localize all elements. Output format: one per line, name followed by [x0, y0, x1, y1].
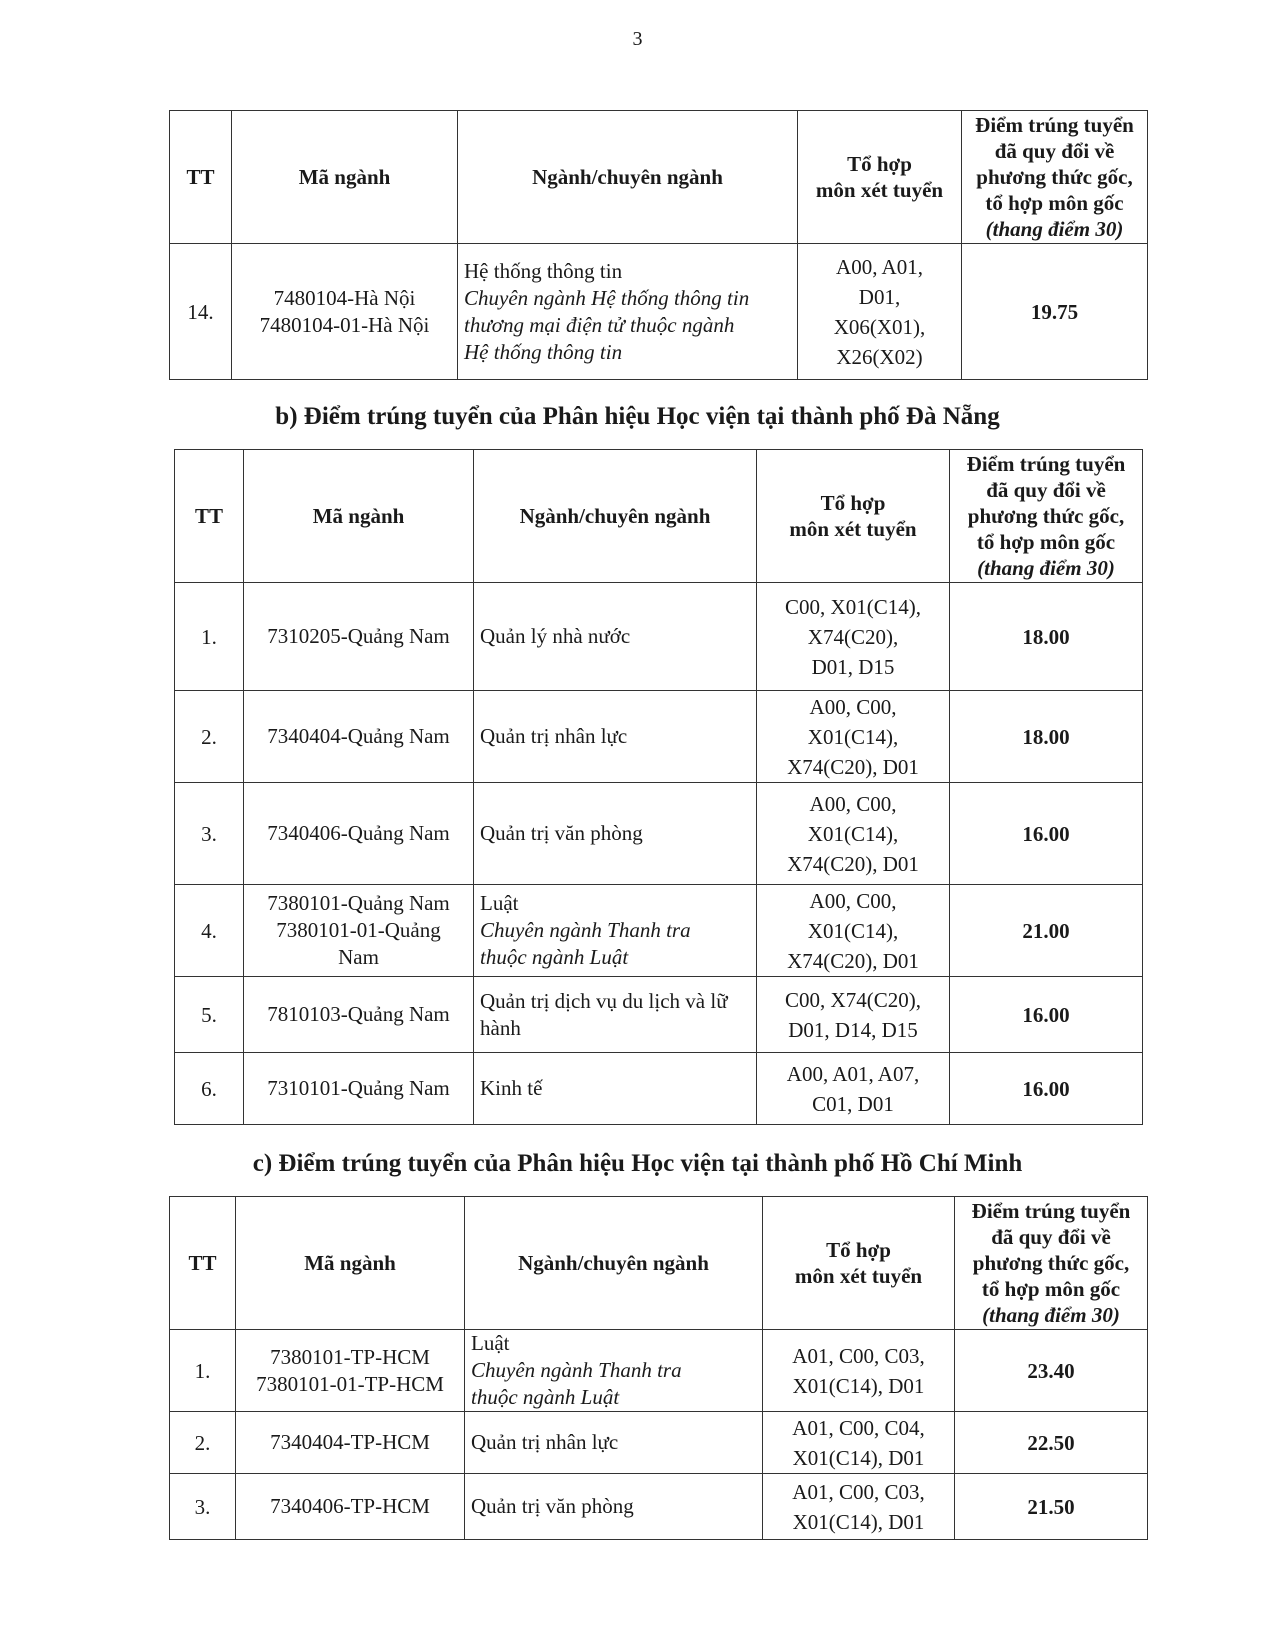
header-major: Ngành/chuyên ngành [458, 111, 798, 244]
header-combo-line1: Tổ hợp [820, 491, 886, 515]
header-score-line: phương thức gốc, [976, 165, 1133, 189]
row-major-line: Hệ thống thông tin [464, 258, 623, 283]
header-combo-line1: Tổ hợp [826, 1238, 891, 1262]
row-combo-line: A00, A01, A07, [786, 1061, 920, 1086]
row-combo-line: D01, D15 [811, 654, 895, 679]
row-combo-line: A01, C00, C03, [792, 1479, 925, 1504]
row-major [474, 691, 757, 783]
table-header-row [175, 450, 1143, 583]
row-code [244, 583, 474, 691]
row-code-line: 7380101-01-Quảng [276, 918, 441, 942]
row-specialization-line: Chuyên ngành Thanh tra [471, 1358, 682, 1382]
row-combo-line: X01(C14), D01 [792, 1373, 925, 1398]
row-tt: 3. [175, 783, 244, 885]
row-score: 23.40 [955, 1330, 1148, 1412]
row-combo [798, 244, 962, 380]
header-score-line: tổ hợp môn gốc [985, 191, 1124, 215]
header-code: Mã ngành [244, 450, 474, 583]
row-major-line: hành [480, 1015, 521, 1040]
row-combo-line: X01(C14), [807, 724, 899, 749]
header-score [962, 111, 1148, 244]
row-combo-line: X74(C20), D01 [787, 754, 919, 779]
row-specialization-line: Chuyên ngành Hệ thống thông tin [464, 285, 750, 310]
row-major [474, 885, 757, 977]
header-score [955, 1197, 1148, 1330]
row-major [465, 1412, 763, 1474]
row-major [474, 583, 757, 691]
header-score-line: tổ hợp môn gốc [976, 530, 1116, 554]
row-specialization-line: thương mại điện tử thuộc ngành [464, 312, 735, 337]
row-major-line: Quản trị dịch vụ du lịch và lữ [480, 988, 728, 1013]
table-row [175, 691, 1143, 783]
header-score-scale: (thang điểm 30) [985, 217, 1124, 241]
row-specialization-line: thuộc ngành Luật [471, 1385, 620, 1409]
row-code [244, 1053, 474, 1125]
header-combo-line2: môn xét tuyển [794, 1264, 923, 1288]
row-major-line: Quản trị nhân lực [471, 1430, 619, 1454]
row-specialization-line: Hệ thống thông tin [464, 339, 623, 364]
row-combo-line: A01, C00, C03, [792, 1343, 925, 1368]
row-code [232, 244, 458, 380]
row-combo [757, 783, 950, 885]
row-tt: 3. [170, 1474, 236, 1540]
table-row [170, 1474, 1148, 1540]
header-score-line: Điểm trúng tuyển [966, 452, 1126, 476]
row-combo [757, 583, 950, 691]
header-score-scale: (thang điểm 30) [982, 1303, 1120, 1327]
row-code-line: 7380101-Quảng Nam [267, 891, 450, 915]
row-major [474, 977, 757, 1053]
row-combo [757, 691, 950, 783]
header-score-scale: (thang điểm 30) [977, 556, 1115, 580]
row-combo-line: A00, C00, [809, 791, 897, 816]
table-row [175, 1053, 1143, 1125]
row-combo-line: D01, D14, D15 [788, 1017, 918, 1042]
row-major [474, 1053, 757, 1125]
row-tt: 1. [170, 1330, 236, 1412]
header-combo-line2: môn xét tuyển [815, 178, 944, 202]
row-code-line: 7310205-Quảng Nam [267, 624, 450, 648]
header-combo [798, 111, 962, 244]
header-combo [757, 450, 950, 583]
table-row [170, 244, 1148, 380]
row-major-line: Quản trị nhân lực [480, 724, 628, 748]
row-specialization-line: Chuyên ngành Thanh tra [480, 918, 691, 942]
header-tt: TT [175, 450, 244, 583]
row-code [244, 691, 474, 783]
row-combo [763, 1474, 955, 1540]
row-code-line: 7480104-Hà Nội [273, 285, 416, 310]
header-score-line: đã quy đổi về [991, 1225, 1111, 1249]
row-major [465, 1474, 763, 1540]
row-tt: 6. [175, 1053, 244, 1125]
row-combo-line: C01, D01 [812, 1091, 894, 1116]
row-major-line: Quản lý nhà nước [480, 624, 631, 648]
header-score-line: phương thức gốc, [967, 504, 1125, 528]
row-combo-line: A00, A01, [836, 254, 923, 279]
row-score: 21.00 [950, 885, 1143, 977]
row-code [236, 1412, 465, 1474]
table-row [170, 1330, 1148, 1412]
row-code-line: 7310101-Quảng Nam [267, 1076, 450, 1100]
row-tt: 1. [175, 583, 244, 691]
row-combo [757, 885, 950, 977]
header-score-line: tổ hợp môn gốc [981, 1277, 1121, 1301]
row-code [244, 783, 474, 885]
row-major [474, 783, 757, 885]
row-combo-line: C00, X74(C20), [785, 987, 921, 1012]
row-combo-line: C00, X01(C14), [785, 594, 921, 619]
section-c-title: c) Điểm trúng tuyển của Phân hiệu Học viện tại thành phố Hồ Chí Minh [252, 1150, 1023, 1177]
header-score-line: đã quy đổi về [986, 478, 1106, 502]
admission-table-hanoi [169, 110, 1148, 380]
table-row [175, 583, 1143, 691]
row-combo-line: X06(X01), [833, 314, 926, 339]
row-combo-line: D01, [858, 284, 901, 309]
row-major-line: Luật [480, 891, 519, 915]
header-combo-line2: môn xét tuyển [789, 517, 917, 541]
header-combo [763, 1197, 955, 1330]
admission-table-ho-chi-minh [169, 1196, 1148, 1540]
row-code [236, 1330, 465, 1412]
header-tt: TT [170, 1197, 236, 1330]
header-score-line: phương thức gốc, [972, 1251, 1130, 1275]
row-tt: 14. [170, 244, 232, 380]
header-major: Ngành/chuyên ngành [465, 1197, 763, 1330]
header-score [950, 450, 1143, 583]
row-score: 22.50 [955, 1412, 1148, 1474]
row-score: 18.00 [950, 583, 1143, 691]
row-combo [763, 1330, 955, 1412]
row-major [458, 244, 798, 380]
header-combo-line1: Tổ hợp [847, 152, 912, 176]
row-code [236, 1474, 465, 1540]
header-major: Ngành/chuyên ngành [474, 450, 757, 583]
table-header-row [170, 111, 1148, 244]
row-score: 18.00 [950, 691, 1143, 783]
row-combo [757, 977, 950, 1053]
row-combo-line: X01(C14), D01 [792, 1509, 925, 1534]
row-code-line: 7810103-Quảng Nam [267, 1002, 450, 1026]
row-combo [763, 1412, 955, 1474]
row-specialization-line: thuộc ngành Luật [480, 945, 629, 969]
section-b-title: b) Điểm trúng tuyển của Phân hiệu Học viện tại thành phố Đà Nẵng [275, 403, 1000, 430]
row-combo-line: X26(X02) [836, 344, 923, 369]
page-number: 3 [632, 28, 643, 50]
row-combo-line: X74(C20), [807, 624, 899, 649]
row-tt: 2. [175, 691, 244, 783]
row-score: 19.75 [962, 244, 1148, 380]
row-code [244, 885, 474, 977]
row-tt: 4. [175, 885, 244, 977]
header-tt: TT [170, 111, 232, 244]
header-score-line: đã quy đổi về [994, 139, 1115, 163]
row-code-line: 7340406-Quảng Nam [267, 821, 450, 845]
row-score: 16.00 [950, 977, 1143, 1053]
table-row [175, 977, 1143, 1053]
row-code-line: 7380101-TP-HCM [270, 1344, 430, 1369]
row-code-line: 7380101-01-TP-HCM [256, 1371, 444, 1396]
row-code-line: 7340404-TP-HCM [270, 1430, 430, 1454]
row-major-line: Quản trị văn phòng [480, 821, 643, 845]
row-major-line: Quản trị văn phòng [471, 1494, 634, 1518]
table-header-row [170, 1197, 1148, 1330]
row-major-line: Luật [471, 1331, 510, 1355]
row-code-line: Nam [338, 945, 379, 969]
row-combo [757, 1053, 950, 1125]
row-major-line: Kinh tế [480, 1076, 543, 1100]
row-combo-line: X74(C20), D01 [787, 948, 919, 973]
table-row [170, 1412, 1148, 1474]
table-row [175, 783, 1143, 885]
row-combo-line: A00, C00, [809, 888, 897, 913]
header-score-line: Điểm trúng tuyển [975, 113, 1134, 137]
row-score: 16.00 [950, 1053, 1143, 1125]
row-score: 21.50 [955, 1474, 1148, 1540]
header-code: Mã ngành [232, 111, 458, 244]
header-code: Mã ngành [236, 1197, 465, 1330]
row-combo-line: X01(C14), D01 [792, 1445, 925, 1470]
row-code-line: 7340404-Quảng Nam [267, 724, 450, 748]
row-combo-line: X74(C20), D01 [787, 851, 919, 876]
row-combo-line: A00, C00, [809, 694, 897, 719]
row-code-line: 7340406-TP-HCM [270, 1494, 430, 1518]
row-combo-line: X01(C14), [807, 918, 899, 943]
admission-table-da-nang [174, 449, 1143, 1125]
row-tt: 2. [170, 1412, 236, 1474]
row-code [244, 977, 474, 1053]
row-combo-line: X01(C14), [807, 821, 899, 846]
row-major [465, 1330, 763, 1412]
row-tt: 5. [175, 977, 244, 1053]
row-combo-line: A01, C00, C04, [792, 1415, 925, 1440]
row-score: 16.00 [950, 783, 1143, 885]
row-code-line: 7480104-01-Hà Nội [259, 312, 430, 337]
header-score-line: Điểm trúng tuyển [971, 1199, 1131, 1223]
table-row [175, 885, 1143, 977]
